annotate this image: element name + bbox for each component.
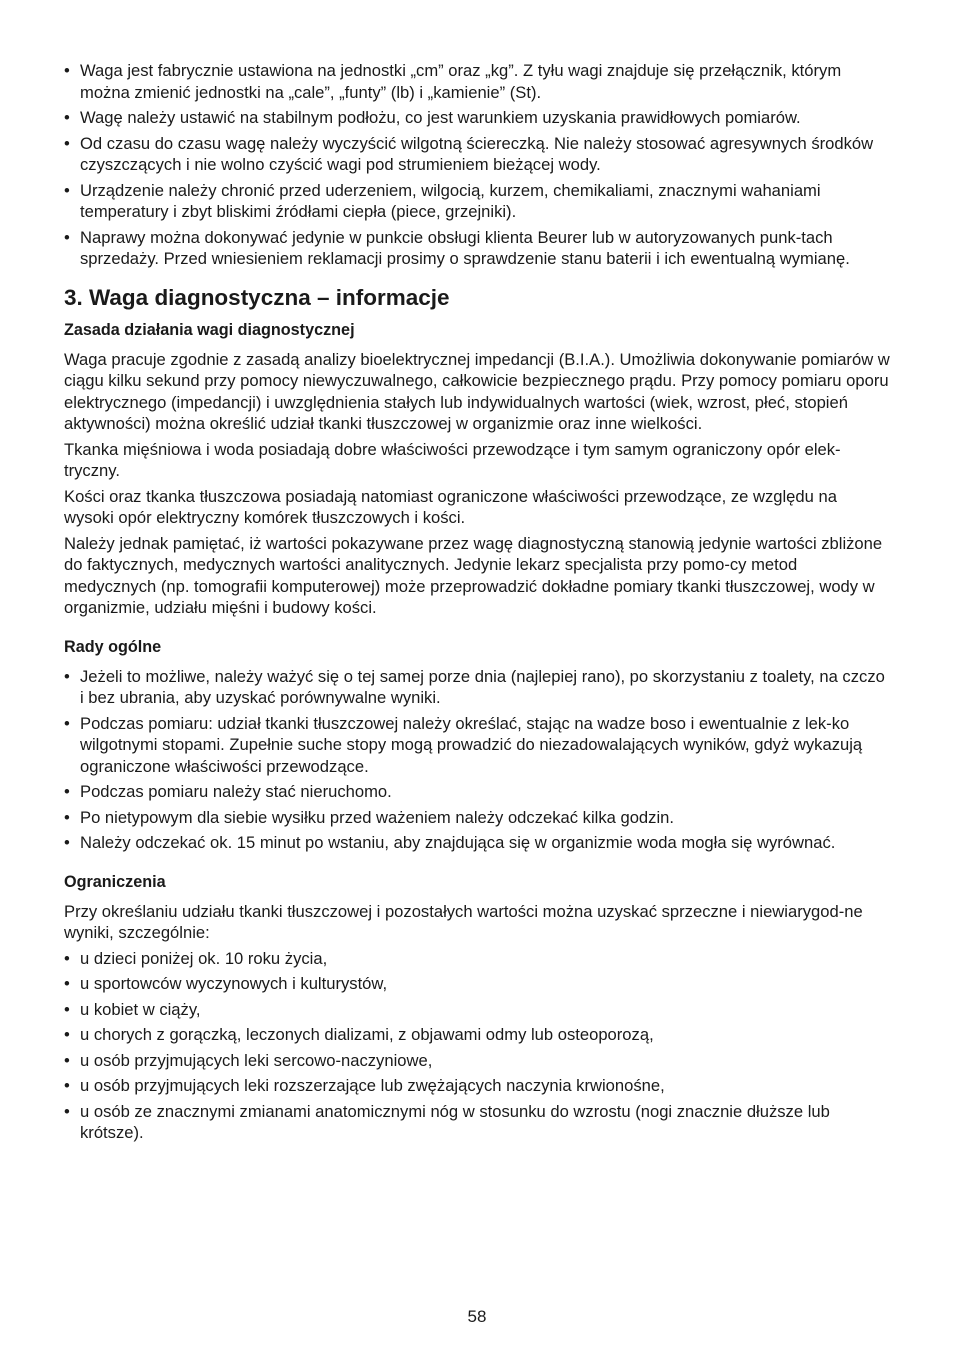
list-item: • u osób przyjmujących leki sercowo-naczyniowe,	[64, 1050, 890, 1072]
list-item: • u osób ze znacznymi zmianami anatomicznymi nóg w stosunku do wzrostu (nogi znacznie dłuższe lub krótsze).	[64, 1101, 890, 1144]
list-item: • Podczas pomiaru: udział tkanki tłuszczowej należy określać, stając na wadze boso i ewentualnie z lek-ko wilgotnymi stopami. Zupełnie suche stopy mogą prowadzić do niezadowalających wyników, gdyż wykazują ograniczone właściwości przewodzące.	[64, 713, 890, 778]
list-item: • u dzieci poniżej ok. 10 roku życia,	[64, 948, 890, 970]
list-item: • u sportowców wyczynowych i kulturystów,	[64, 973, 890, 995]
advice-heading: Rady ogólne	[64, 637, 162, 656]
list-item: • Waga jest fabrycznie ustawiona na jednostki „cm” oraz „kg”. Z tyłu wagi znajduje się przełącznik, którym można zmienić jednostki na „cale”, „funty” (lb) i „kamienie” (St).	[64, 60, 890, 103]
list-item: • Naprawy można dokonywać jedynie w punkcie obsługi klienta Beurer lub w autoryzowanych punk-tach sprzedaży. Przed wniesieniem reklamacji prosimy o sprawdzenie stanu baterii i ich ewentualną wymianę.	[64, 227, 890, 270]
list-item: • Podczas pomiaru należy stać nieruchomo.	[64, 781, 890, 803]
limitations-heading: Ograniczenia	[64, 872, 166, 891]
intro-bullet-list	[64, 60, 890, 270]
list-item: • Wagę należy ustawić na stabilnym podłożu, co jest warunkiem uzyskania prawidłowych pomiarów.	[64, 107, 890, 129]
limitations-bullet-list	[64, 948, 890, 1144]
list-item: • u osób przyjmujących leki rozszerzające lub zwężających naczynia krwionośne,	[64, 1075, 890, 1097]
paragraph: Należy jednak pamiętać, iż wartości pokazywane przez wagę diagnostyczną stanowią jedynie wartości zbliżone do faktycznych, medycznych wartości analitycznych. Jedynie lekarz specjalista przy pomo-cy metod medycznych (np. tomografii komputerowej) może przeprowadzić dokładne pomiary tkanki tłuszczowej, wody w organizmie, udziału mięśni i budowy kości.	[64, 533, 883, 617]
list-item: • Należy odczekać ok. 15 minut po wstaniu, aby znajdująca się w organizmie woda mogła się wyrównać.	[64, 832, 890, 854]
list-item: • Po nietypowym dla siebie wysiłku przed ważeniem należy odczekać kilka godzin.	[64, 807, 890, 829]
principle-heading: Zasada działania wagi diagnostycznej	[64, 320, 355, 339]
advice-bullet-list	[64, 666, 890, 854]
list-item: • Jeżeli to możliwe, należy ważyć się o tej samej porze dnia (najlepiej rano), po skorzystaniu z toalety, na czczo i bez ubrania, aby uzyskać porównywalne wyniki.	[64, 666, 890, 709]
paragraph: Tkanka mięśniowa i woda posiadają dobre właściwości przewodzące i tym samym ograniczony opór elek-tryczny.	[64, 439, 841, 480]
limitations-intro: Przy określaniu udziału tkanki tłuszczowej i pozostałych wartości można uzyskać sprzeczne i niewiarygod-ne wyniki, szczególnie:	[64, 901, 863, 942]
page-number: 58	[467, 1307, 487, 1326]
paragraph: Waga pracuje zgodnie z zasadą analizy bioelektrycznej impedancji (B.I.A.). Umożliwia dokonywanie pomiarów w ciągu kilku sekund przy pomocy niewyczuwalnego, całkowicie bezpiecznego prądu. Przy pomocy pomiaru oporu elektrycznego (impedancji) i uwzględnienia stałych lub indywidualnych wartości (wiek, wzrost, płeć, stopień aktywności) można określić udział tkanki tłuszczowej w organizmie oraz inne wielkości.	[64, 349, 890, 433]
list-item: • u kobiet w ciąży,	[64, 999, 890, 1021]
document-page	[64, 60, 890, 1148]
paragraph: Kości oraz tkanka tłuszczowa posiadają natomiast ograniczone właściwości przewodzące, ze względu na wysoki opór elektryczny komórek tłuszczowych i kości.	[64, 486, 837, 527]
list-item: • Urządzenie należy chronić przed uderzeniem, wilgocią, kurzem, chemikaliami, znacznymi wahaniami temperatury i zbyt bliskimi źródłami ciepła (piece, grzejniki).	[64, 180, 890, 223]
list-item: • u chorych z gorączką, leczonych dializami, z objawami odmy lub osteoporozą,	[64, 1024, 890, 1046]
list-item: • Od czasu do czasu wagę należy wyczyścić wilgotną ściereczką. Nie należy stosować agresywnych środków czyszczących i nie wolno czyścić wagi pod strumieniem bieżącej wody.	[64, 133, 890, 176]
section-title: 3. Waga diagnostyczna – informacje	[64, 284, 450, 310]
